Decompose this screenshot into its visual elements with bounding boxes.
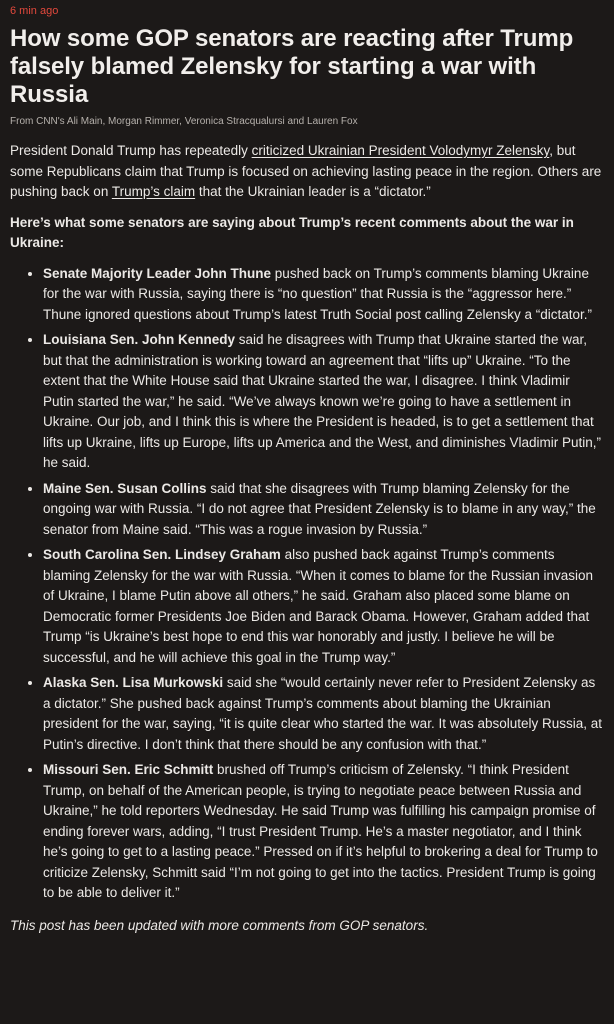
senator-name: Alaska Sen. Lisa Murkowski	[43, 675, 224, 690]
list-item-kennedy	[43, 330, 603, 474]
intro-text-3: that the Ukrainian leader is a “dictator.”	[195, 184, 431, 199]
article-headline: How some GOP senators are reacting after Trump falsely blamed Zelensky for starting a war with Russia	[10, 25, 574, 108]
senator-name: South Carolina Sen. Lindsey Graham	[43, 547, 281, 562]
senator-comment: pushed back on Trump’s comments blaming Ukraine for the war with Russia, saying there is “no question” that Russia is the “aggressor here.” Thune ignored questions about Trump’s latest Truth Social post calling Zelensky a “dictator.”	[43, 265, 593, 322]
list-item-schmitt	[43, 760, 603, 904]
update-note: This post has been updated with more comments from GOP senators.	[10, 917, 429, 933]
post-timestamp: 6 min ago	[10, 5, 59, 17]
senator-name: Louisiana Sen. John Kennedy	[43, 332, 236, 347]
trump-claim-link[interactable]: Trump’s claim	[111, 184, 196, 199]
senator-comments-list	[10, 264, 603, 904]
senator-comment: also pushed back against Trump’s comments blaming Zelensky for the war with Russia. “When it comes to blame for the Russian invasion of Ukraine, I blame Putin above all others,” he said. Graham also placed some blame on Democratic former Presidents Joe Biden and Barack Obama. However, Graham added that Trump “is Ukraine’s best hope to end this war honorably and justly. I believe he will be successful, and he will achieve this goal in the Trump way.”	[43, 547, 593, 665]
senator-name: Maine Sen. Susan Collins	[43, 480, 207, 496]
article-byline: From CNN's Ali Main, Morgan Rimmer, Veronica Stracqualursi and Lauren Fox	[10, 116, 358, 127]
intro-text-1: President Donald Trump has repeatedly	[10, 143, 252, 158]
senator-comment: said he disagrees with Trump that Ukraine started the war, but that the administration is working toward an agreement that “lifts up” Ukraine. “To the extent that the White House said that Ukraine started the war, I disagree. I think Vladimir Putin started the war,” he said. “We’ve always known we’re going to have a settlement in Ukraine. Our job, and I think this is where the President is headed, is to get a settlement that lifts up Ukraine, lifts up Europe, lifts up America and the West, and diminishes Vladimir Putin,” he said.	[43, 332, 602, 470]
senator-name: Missouri Sen. Eric Schmitt	[43, 762, 214, 777]
list-item-thune	[43, 264, 603, 326]
senators-lead-paragraph: Here’s what some senators are saying about Trump’s recent comments about the war in Ukraine:	[10, 214, 574, 250]
list-item-collins	[43, 479, 603, 541]
senator-name: Senate Majority Leader John Thune	[43, 265, 272, 281]
senator-comment: said she “would certainly never refer to President Zelensky as a dictator.” She pushed back against Trump’s comments about blaming the Ukrainian president for the war, saying, “it is quite clear who started the war. It was absolutely Russia, at Putin’s directive. I don’t think that there should be any confusion with that.”	[43, 675, 603, 752]
list-item-murkowski	[43, 673, 603, 755]
senator-comment: brushed off Trump’s criticism of Zelensky. “I think President Trump, on behalf of the American people, is trying to negotiate peace between Russia and Ukraine,” he told reporters Wednesday. He said Trump was fulfilling his campaign promise of ending forever wars, adding, “I trust President Trump. He’s a master negotiator, and I think he’s going to get to a lasting peace.” Pressed on if it’s helpful to brokering a deal for Trump to criticize Zelensky, Schmitt said “I’m not going to get into the tactics. President Trump is going to be able to deliver it.”	[43, 762, 598, 900]
intro-text-2: , but some Republicans claim that Trump is focused on achieving lasting peace in the region. Others are pushing back on	[10, 143, 602, 199]
intro-paragraph	[10, 141, 603, 203]
list-item-graham	[43, 545, 603, 668]
zelensky-criticism-link[interactable]: criticized Ukrainian President Volodymyr Zelensky	[251, 143, 550, 158]
senator-comment: said that she disagrees with Trump blaming Zelensky for the ongoing war with Russia. “I do not agree that President Zelensky is to blame in any way,” the senator from Maine said. “This was a rogue invasion by Russia.”	[43, 480, 596, 537]
